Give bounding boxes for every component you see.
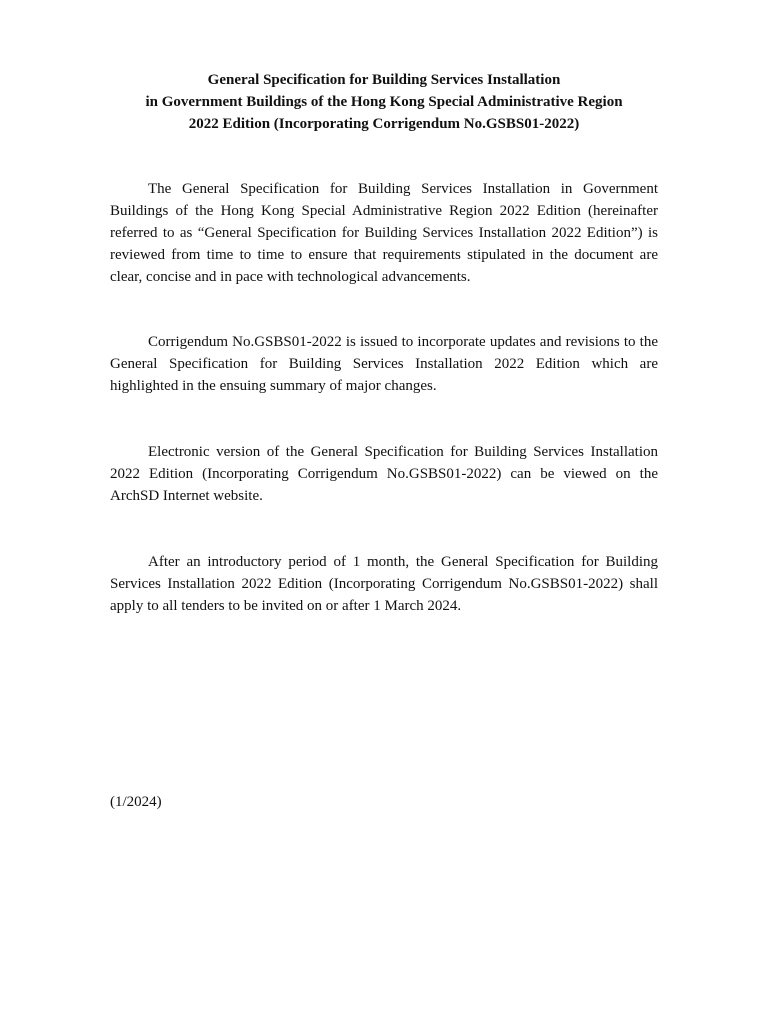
paragraph-intro: The General Specification for Building Services Installation in Government Buildings of the Hong Kong Special Administrative Region 2022 Edition (hereinafter referred to as “General Specification for Building Services Installation 2022 Edition”) is reviewed from time to time to ensure that requirements stipulated in the document are clear, concise and in pace with technological advancements. — [110, 181, 658, 285]
title-line-3: 2022 Edition (Incorporating Corrigendum No.GSBS01-2022) — [188, 116, 580, 132]
paragraph-electronic-version: Electronic version of the General Specification for Building Services Installation 2022 Edition (Incorporating Corrigendum No.GSBS01-2022) can be viewed on the ArchSD Internet website. — [110, 444, 658, 504]
issue-code: (1/2024) — [110, 794, 162, 810]
title-line-1: General Specification for Building Services Installation — [207, 72, 561, 88]
title-line-2: in Government Buildings of the Hong Kong Special Administrative Region — [145, 94, 623, 110]
document-title — [0, 69, 768, 135]
paragraph-introductory-period: After an introductory period of 1 month, the General Specification for Building Services Installation 2022 Edition (Incorporating Corrigendum No.GSBS01-2022) shall apply to all tenders to be invited on or after 1 March 2024. — [110, 554, 658, 614]
paragraph-corrigendum: Corrigendum No.GSBS01-2022 is issued to incorporate updates and revisions to the General Specification for Building Services Installation 2022 Edition which are highlighted in the ensuing summary of major changes. — [110, 334, 658, 394]
